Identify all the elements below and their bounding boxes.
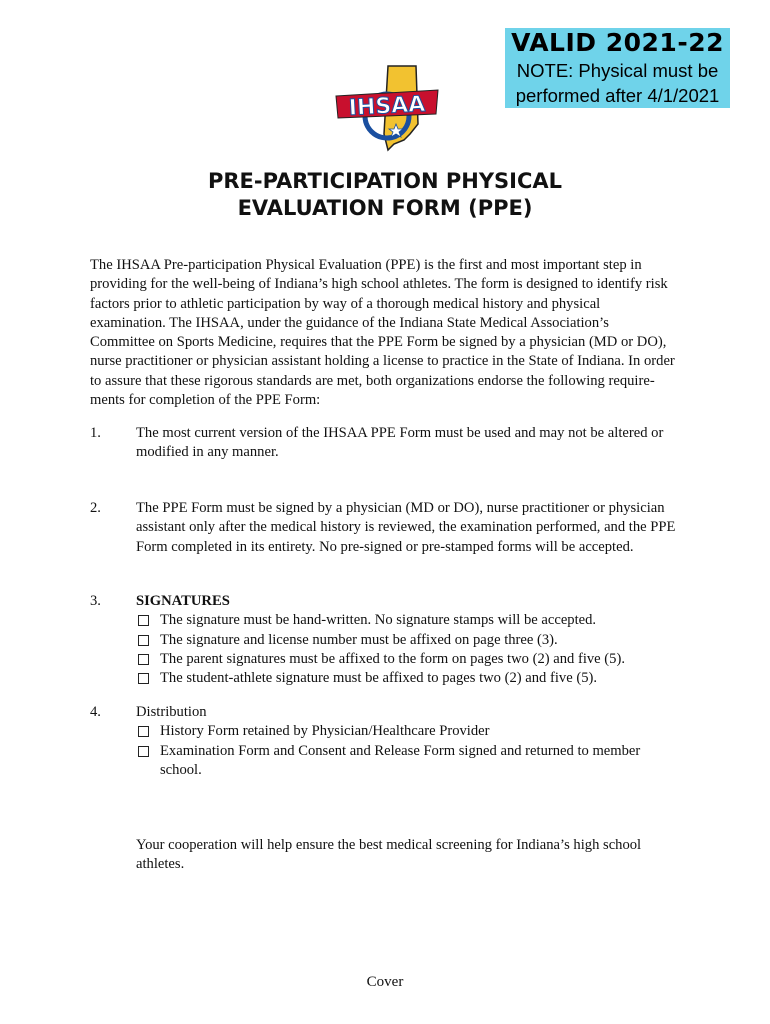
checkbox-icon (138, 615, 149, 626)
item-number: 4. (90, 704, 101, 720)
checklist-item (136, 722, 680, 741)
checkbox-icon (138, 746, 149, 757)
page-footer: Cover (366, 974, 404, 990)
item-heading: Distribution (136, 704, 207, 720)
item-text: The most current version of the IHSAA PPE Form must be used and may not be altered or modified in any manner. (136, 425, 664, 461)
checklist-text: The signature must be hand-written. No signature stamps will be accepted. (160, 612, 597, 629)
page-title (0, 168, 770, 222)
list-item (90, 703, 680, 780)
checklist-text: The student-athlete signature must be affixed to pages two (2) and five (5). (160, 670, 598, 687)
checkbox-icon (138, 635, 149, 646)
checkbox-icon (138, 673, 149, 684)
list-item (90, 592, 680, 688)
item-heading: SIGNATURES (136, 593, 230, 609)
intro-paragraph: The IHSAA Pre-participation Physical Evaluation (PPE) is the first and most important step in providing for the well-being of Indiana’s high school athletes. The form is designed to identify risk factors prior to athletic participation by way of a thorough medical history and physical examination. The IHSAA, under the guidance of the Indiana State Medical Association’s Committee on Sports Medicine, requires that the PPE Form be signed by a physician (MD or DO), nurse practitioner or physician assistant holding a license to practice in the State of Indiana. In order to assure that these rigorous standards are met, both organizations endorse the following require-ments for completion of the PPE Form: (90, 257, 675, 409)
checkbox-icon (138, 726, 149, 737)
item-number: 1. (90, 425, 101, 441)
checklist-item (136, 611, 680, 630)
title-line-2: EVALUATION FORM (PPE) (237, 196, 533, 220)
checklist-item (136, 631, 680, 650)
checklist-item (136, 669, 680, 688)
item-text: The PPE Form must be signed by a physician (MD or DO), nurse practitioner or physician assistant only after the medical history is reviewed, the examination performed, and the PPE Form completed in its entirety. No pre-signed or pre-stamped forms will be accepted. (136, 500, 676, 555)
validity-note-line1: NOTE: Physical must be (505, 58, 730, 83)
validity-note (505, 28, 730, 108)
item-number: 2. (90, 500, 101, 516)
ihsaa-indiana-logo-icon (330, 64, 444, 152)
validity-title: VALID 2021-22 (505, 28, 730, 58)
logo-text: IHSAA (348, 92, 426, 121)
closing-paragraph: Your cooperation will help ensure the best medical screening for Indiana’s high school athletes. (136, 837, 642, 873)
checklist-text: History Form retained by Physician/Healthcare Provider (160, 723, 490, 740)
checklist-text: The signature and license number must be affixed on page three (3). (160, 631, 558, 648)
checkbox-icon (138, 654, 149, 665)
item-number: 3. (90, 593, 101, 609)
checklist-text: The parent signatures must be affixed to the form on pages two (2) and five (5). (160, 650, 625, 667)
validity-note-line2: performed after 4/1/2021 (505, 83, 730, 108)
list-item (90, 424, 680, 463)
checklist-text: Examination Form and Consent and Release Form signed and returned to member school. (160, 742, 641, 778)
title-line-1: PRE-PARTICIPATION PHYSICAL (207, 169, 563, 193)
checklist-item (136, 650, 680, 669)
checklist-item (136, 742, 680, 781)
list-item (90, 499, 680, 557)
